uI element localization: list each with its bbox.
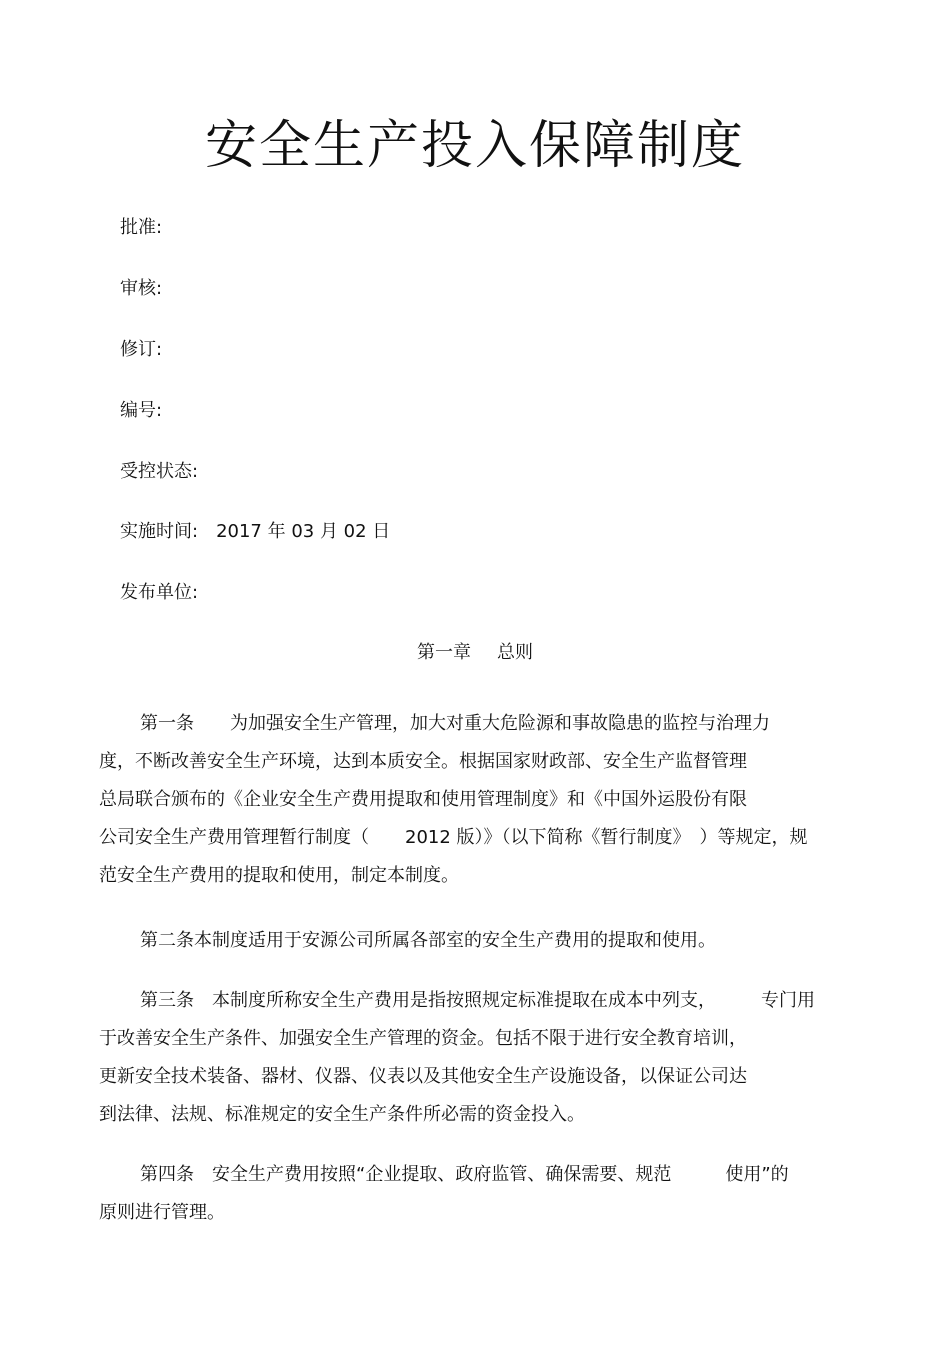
meta-approval	[120, 215, 180, 241]
meta-value: 2017 年 03 月 02 日	[216, 521, 391, 542]
chapter-heading	[0, 640, 950, 666]
article-4	[99, 1162, 789, 1238]
meta-control-status	[120, 459, 216, 485]
article-line: 第四条 安全生产费用按照“企业提取、政府监管、确保需要、规范 使用”的	[140, 1164, 789, 1185]
article-line: 原则进行管理。	[99, 1202, 225, 1223]
meta-revision	[120, 337, 180, 363]
meta-label: 审核:	[120, 278, 163, 299]
article-line: 度，不断改善安全生产环境，达到本质安全。根据国家财政部、安全生产监督管理	[99, 751, 747, 772]
article-2	[99, 928, 716, 966]
meta-label: 实施时间:	[120, 521, 199, 542]
meta-number	[120, 398, 180, 424]
article-line: 第一条 为加强安全生产管理，加大对重大危险源和事故隐患的监控与治理力	[140, 713, 770, 734]
meta-label: 编号:	[120, 400, 163, 421]
chapter-number: 第一章	[417, 642, 471, 663]
article-line: 第三条 本制度所称安全生产费用是指按照规定标准提取在成本中列支， 专门用	[140, 990, 815, 1011]
article-line: 于改善安全生产条件、加强安全生产管理的资金。包括不限于进行安全教育培训，	[99, 1028, 747, 1049]
meta-label: 修订:	[120, 339, 163, 360]
article-3	[99, 988, 815, 1140]
article-line: 范安全生产费用的提取和使用，制定本制度。	[99, 865, 459, 886]
document-title: 安全生产投入保障制度	[204, 116, 745, 176]
meta-issuer	[120, 580, 216, 606]
chapter-name: 总则	[497, 642, 533, 663]
article-1	[99, 711, 808, 901]
meta-label: 批准:	[120, 217, 163, 238]
meta-label: 受控状态:	[120, 461, 199, 482]
article-line: 更新安全技术装备、器材、仪器、仪表以及其他安全生产设施设备，以保证公司达	[99, 1066, 747, 1087]
article-line: 第二条本制度适用于安源公司所属各部室的安全生产费用的提取和使用。	[140, 930, 716, 951]
meta-label: 发布单位:	[120, 582, 199, 603]
article-line: 公司安全生产费用管理暂行制度（ 2012 版）》（以下简称《暂行制度》 ）等规定，规	[99, 827, 808, 848]
meta-effective-date	[120, 519, 390, 545]
article-line: 总局联合颁布的《企业安全生产费用提取和使用管理制度》和《中国外运股份有限	[99, 789, 747, 810]
article-line: 到法律、法规、标准规定的安全生产条件所必需的资金投入。	[99, 1104, 585, 1125]
meta-review	[120, 276, 180, 302]
